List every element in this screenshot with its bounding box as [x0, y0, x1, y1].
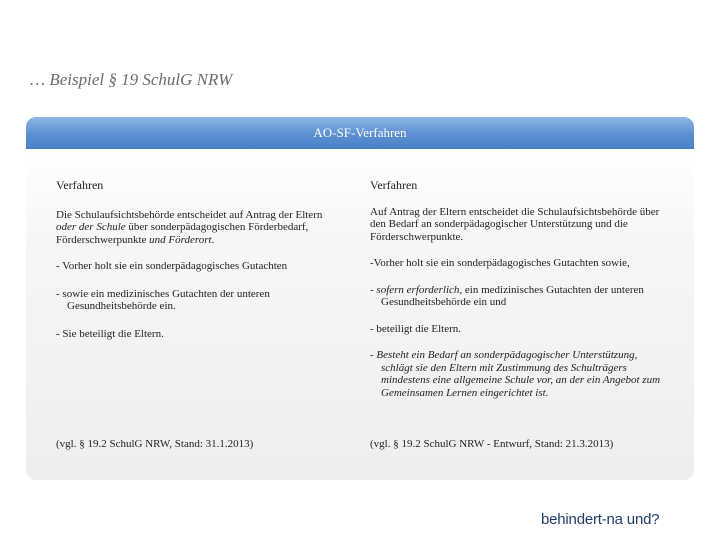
left-p1-text-a: Die Schulaufsichtsbehörde entscheidet auf Antrag der Eltern [56, 208, 323, 221]
left-reference: (vgl. § 19.2 SchulG NRW, Stand: 31.1.2013) [56, 438, 254, 450]
right-reference: (vgl. § 19.2 SchulG NRW - Entwurf, Stand: 21.3.2013) [370, 438, 614, 450]
left-p1-italic-a: oder der Schule [56, 221, 126, 233]
right-heading: Verfahren [370, 178, 418, 192]
left-heading: Verfahren [56, 178, 104, 192]
right-paragraph-5 [370, 349, 660, 399]
logo-text: behindert-na und? [541, 510, 660, 528]
box-header [26, 117, 694, 149]
right-paragraph-3 [370, 284, 660, 309]
right-paragraph-1: Auf Antrag der Eltern entscheidet die Schulaufsichtsbehörde über den Bedarf an sonderpädagogischer Unterstützung und die Förderschwerpunkte. [370, 205, 660, 243]
right-p3-dash: - [370, 283, 377, 296]
left-paragraph-2: - Vorher holt sie ein sonderpädagogisches Gutachten [56, 260, 288, 272]
right-paragraph-4: - beteiligt die Eltern. [370, 322, 462, 335]
right-p3-text: ein medizinisches Gutachten der unteren Gesundheitsbehörde ein und [381, 283, 644, 308]
right-p5-dash: - [370, 349, 377, 361]
left-paragraph-1 [56, 209, 344, 247]
right-paragraph-2: -Vorher holt sie ein sonderpädagogisches Gutachten sowie, [370, 257, 630, 269]
left-paragraph-3: - sowie ein medizinisches Gutachten der unteren Gesundheitsbehörde ein. [56, 287, 270, 312]
right-p3-italic: sofern erforderlich, [376, 283, 463, 296]
box-header-label: AO-SF-Verfahren [313, 125, 407, 140]
left-column [56, 179, 344, 340]
slide-title: … Beispiel § 19 SchulG NRW [30, 70, 233, 89]
right-p5-italic: Besteht ein Bedarf an sonderpädagogischer Unterstützung, schlägt sie den Eltern mit Zustimmung des Schulträgers mindestens eine allgemeine Schule vor, an der ein Angebot zum Gemeinsamen Lernen eingerichtet ist. [376, 349, 661, 399]
left-p1-text-b: über sonderpädagogischen Förderbedarf, Förderschwerpunkte [56, 221, 309, 246]
left-p1-text-c: . [211, 233, 215, 246]
left-p1-italic-b: und Förderort [149, 233, 212, 246]
right-column [370, 179, 660, 399]
left-paragraph-4: - Sie beteiligt die Eltern. [56, 327, 164, 340]
logo [541, 504, 675, 534]
